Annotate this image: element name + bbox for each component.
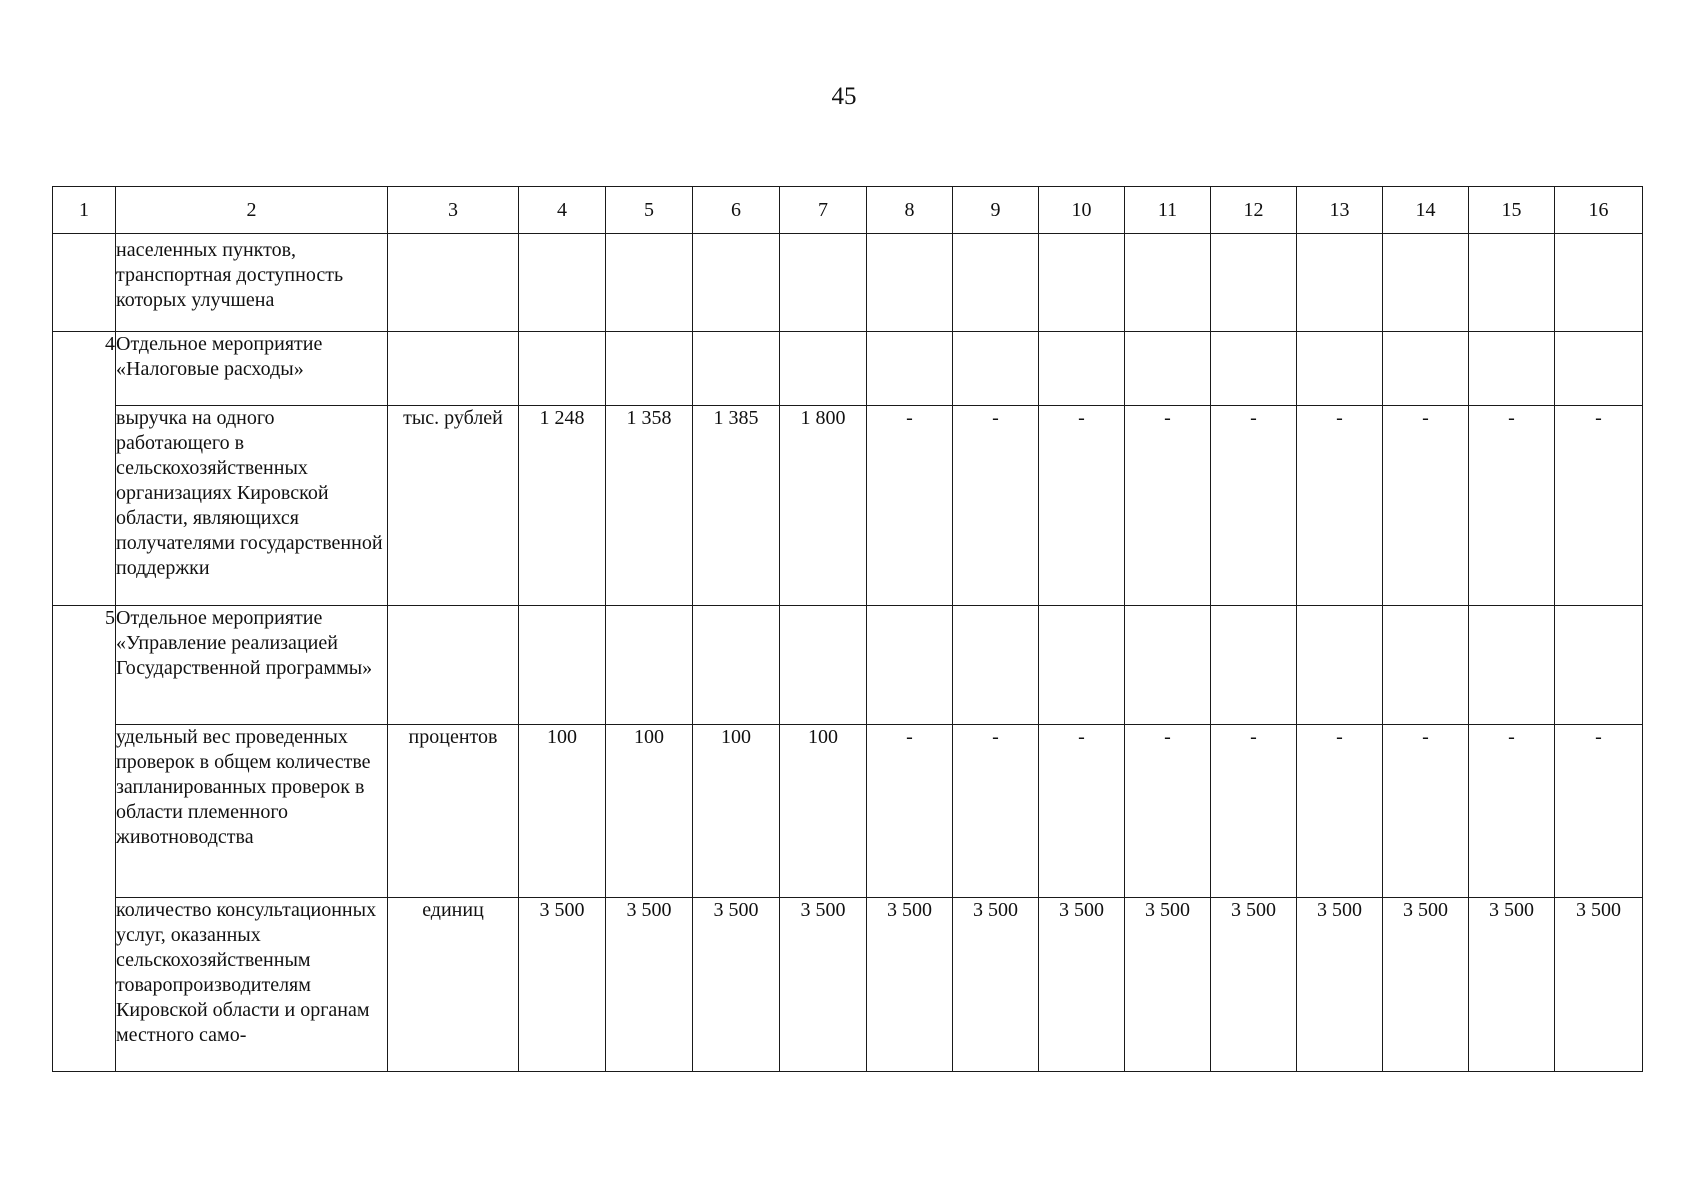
value-cell: - bbox=[953, 725, 1039, 898]
value-cell: - bbox=[1555, 725, 1643, 898]
header-cell: 2 bbox=[116, 187, 388, 234]
value-cell: 1 385 bbox=[693, 406, 780, 606]
value-cell: 3 500 bbox=[606, 898, 693, 1072]
header-row bbox=[53, 187, 1643, 234]
row-number: 5 bbox=[53, 606, 116, 1072]
value-cell bbox=[606, 606, 693, 725]
header-cell: 5 bbox=[606, 187, 693, 234]
value-cell: - bbox=[867, 725, 953, 898]
value-cell bbox=[953, 606, 1039, 725]
indicator-name: удельный вес проведенных проверок в общем количестве запланированных проверок в области племенного животноводства bbox=[116, 725, 388, 898]
table-row bbox=[53, 406, 1643, 606]
value-cell bbox=[780, 332, 867, 406]
indicator-table-container bbox=[52, 186, 1642, 1072]
header-cell: 16 bbox=[1555, 187, 1643, 234]
value-cell: 3 500 bbox=[1469, 898, 1555, 1072]
value-cell: - bbox=[1469, 725, 1555, 898]
value-cell bbox=[1125, 606, 1211, 725]
value-cell: 1 358 bbox=[606, 406, 693, 606]
value-cell bbox=[780, 234, 867, 332]
indicator-name: населенных пунктов, транспортная доступность которых улучшена bbox=[116, 234, 388, 332]
value-cell: - bbox=[1297, 406, 1383, 606]
value-cell: 3 500 bbox=[780, 898, 867, 1072]
value-cell: 100 bbox=[780, 725, 867, 898]
value-cell: 3 500 bbox=[1211, 898, 1297, 1072]
header-cell: 10 bbox=[1039, 187, 1125, 234]
value-cell: - bbox=[1125, 406, 1211, 606]
unit-cell: единиц bbox=[388, 898, 519, 1072]
value-cell bbox=[780, 606, 867, 725]
value-cell bbox=[1125, 332, 1211, 406]
header-cell: 7 bbox=[780, 187, 867, 234]
value-cell bbox=[1383, 332, 1469, 406]
value-cell: 100 bbox=[693, 725, 780, 898]
value-cell bbox=[606, 234, 693, 332]
value-cell bbox=[1555, 332, 1643, 406]
table-row bbox=[53, 234, 1643, 332]
value-cell: - bbox=[1383, 725, 1469, 898]
unit-cell: процентов bbox=[388, 725, 519, 898]
value-cell bbox=[953, 332, 1039, 406]
value-cell: 1 800 bbox=[780, 406, 867, 606]
unit-cell bbox=[388, 332, 519, 406]
value-cell: 3 500 bbox=[519, 898, 606, 1072]
value-cell: - bbox=[953, 406, 1039, 606]
value-cell: - bbox=[1039, 725, 1125, 898]
value-cell: - bbox=[1297, 725, 1383, 898]
header-cell: 8 bbox=[867, 187, 953, 234]
table-row bbox=[53, 606, 1643, 725]
value-cell: - bbox=[1555, 406, 1643, 606]
value-cell bbox=[1297, 606, 1383, 725]
header-cell: 3 bbox=[388, 187, 519, 234]
value-cell: 3 500 bbox=[1383, 898, 1469, 1072]
indicator-name: выручка на одного работающего в сельскохозяйственных организациях Кировской области, являющихся получателями государственной поддержки bbox=[116, 406, 388, 606]
value-cell: - bbox=[1211, 406, 1297, 606]
value-cell: - bbox=[1125, 725, 1211, 898]
value-cell bbox=[1383, 606, 1469, 725]
value-cell bbox=[953, 234, 1039, 332]
value-cell bbox=[606, 332, 693, 406]
value-cell bbox=[1039, 332, 1125, 406]
header-cell: 12 bbox=[1211, 187, 1297, 234]
value-cell bbox=[1125, 234, 1211, 332]
value-cell bbox=[1297, 332, 1383, 406]
value-cell: 3 500 bbox=[1555, 898, 1643, 1072]
header-cell: 1 bbox=[53, 187, 116, 234]
value-cell: 3 500 bbox=[867, 898, 953, 1072]
unit-cell bbox=[388, 234, 519, 332]
value-cell bbox=[1211, 606, 1297, 725]
value-cell bbox=[1297, 234, 1383, 332]
value-cell bbox=[1555, 234, 1643, 332]
indicator-name: количество консультационных услуг, оказанных сельскохозяйственным товаропроизводителям Кировской области и органам местного само- bbox=[116, 898, 388, 1072]
value-cell: 3 500 bbox=[1125, 898, 1211, 1072]
value-cell: 3 500 bbox=[953, 898, 1039, 1072]
value-cell bbox=[693, 234, 780, 332]
value-cell: - bbox=[1211, 725, 1297, 898]
value-cell: - bbox=[867, 406, 953, 606]
value-cell bbox=[1469, 332, 1555, 406]
value-cell: 3 500 bbox=[1297, 898, 1383, 1072]
value-cell: - bbox=[1039, 406, 1125, 606]
table-row bbox=[53, 898, 1643, 1072]
value-cell: - bbox=[1469, 406, 1555, 606]
value-cell bbox=[867, 606, 953, 725]
header-cell: 15 bbox=[1469, 187, 1555, 234]
value-cell: 100 bbox=[606, 725, 693, 898]
header-cell: 13 bbox=[1297, 187, 1383, 234]
value-cell: - bbox=[1383, 406, 1469, 606]
value-cell bbox=[519, 606, 606, 725]
value-cell: 100 bbox=[519, 725, 606, 898]
value-cell: 3 500 bbox=[1039, 898, 1125, 1072]
indicator-name: Отдельное мероприятие «Управление реализацией Государственной программы» bbox=[116, 606, 388, 725]
value-cell bbox=[519, 332, 606, 406]
unit-cell bbox=[388, 606, 519, 725]
table-row bbox=[53, 332, 1643, 406]
value-cell bbox=[519, 234, 606, 332]
row-number: 4 bbox=[53, 332, 116, 606]
value-cell bbox=[1555, 606, 1643, 725]
header-cell: 4 bbox=[519, 187, 606, 234]
value-cell bbox=[693, 332, 780, 406]
value-cell bbox=[1469, 606, 1555, 725]
value-cell bbox=[1383, 234, 1469, 332]
value-cell bbox=[693, 606, 780, 725]
indicator-table bbox=[52, 186, 1643, 1072]
value-cell bbox=[1211, 332, 1297, 406]
header-cell: 11 bbox=[1125, 187, 1211, 234]
unit-cell: тыс. рублей bbox=[388, 406, 519, 606]
value-cell bbox=[867, 234, 953, 332]
value-cell bbox=[1469, 234, 1555, 332]
indicator-name: Отдельное мероприятие «Налоговые расходы» bbox=[116, 332, 388, 406]
header-cell: 9 bbox=[953, 187, 1039, 234]
header-cell: 14 bbox=[1383, 187, 1469, 234]
value-cell bbox=[1039, 606, 1125, 725]
value-cell bbox=[867, 332, 953, 406]
table-row bbox=[53, 725, 1643, 898]
row-number bbox=[53, 234, 116, 332]
value-cell bbox=[1211, 234, 1297, 332]
value-cell bbox=[1039, 234, 1125, 332]
header-cell: 6 bbox=[693, 187, 780, 234]
value-cell: 1 248 bbox=[519, 406, 606, 606]
value-cell: 3 500 bbox=[693, 898, 780, 1072]
page-number: 45 bbox=[831, 83, 857, 110]
